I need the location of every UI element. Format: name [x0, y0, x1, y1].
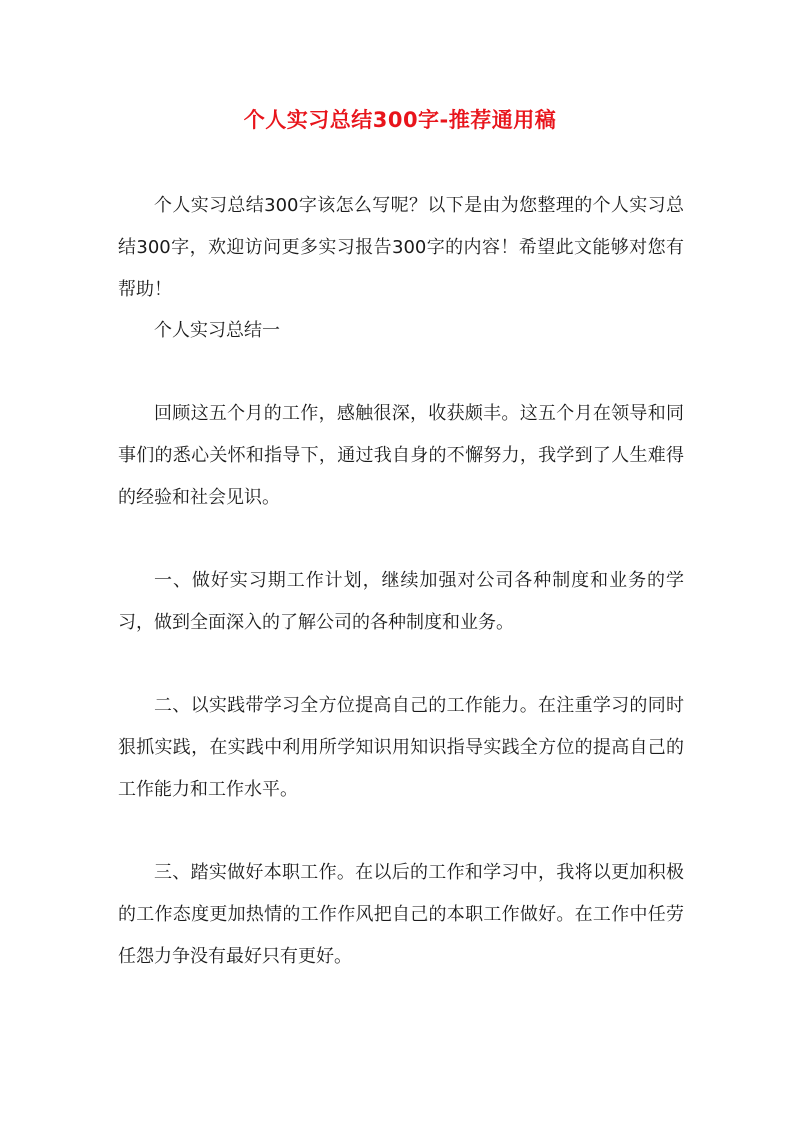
point-three-paragraph: 三、踏实做好本职工作。在以后的工作和学习中，我将以更加积极的工作态度更加热情的工作作风把自己的本职工作做好。在工作中任劳任怨力争没有最好只有更好。 [118, 862, 684, 967]
section-heading: 个人实习总结一 [154, 320, 280, 341]
document-title: 个人实习总结300字-推荐通用稿 [243, 108, 557, 132]
review-paragraph: 回顾这五个月的工作，感触很深，收获颇丰。这五个月在领导和同事们的悉心关怀和指导下，通过我自身的不懈努力，我学到了人生难得的经验和社会见识。 [118, 403, 684, 508]
intro-paragraph: 个人实习总结300字该怎么写呢？以下是由为您整理的个人实习总结300字，欢迎访问更多实习报告300字的内容！希望此文能够对您有帮助！ [118, 195, 684, 300]
point-two-paragraph: 二、以实践带学习全方位提高自己的工作能力。在注重学习的同时狠抓实践，在实践中利用所学知识用知识指导实践全方位的提高自己的工作能力和工作水平。 [118, 695, 684, 800]
point-one-paragraph: 一、做好实习期工作计划，继续加强对公司各种制度和业务的学习，做到全面深入的了解公司的各种制度和业务。 [118, 570, 684, 633]
